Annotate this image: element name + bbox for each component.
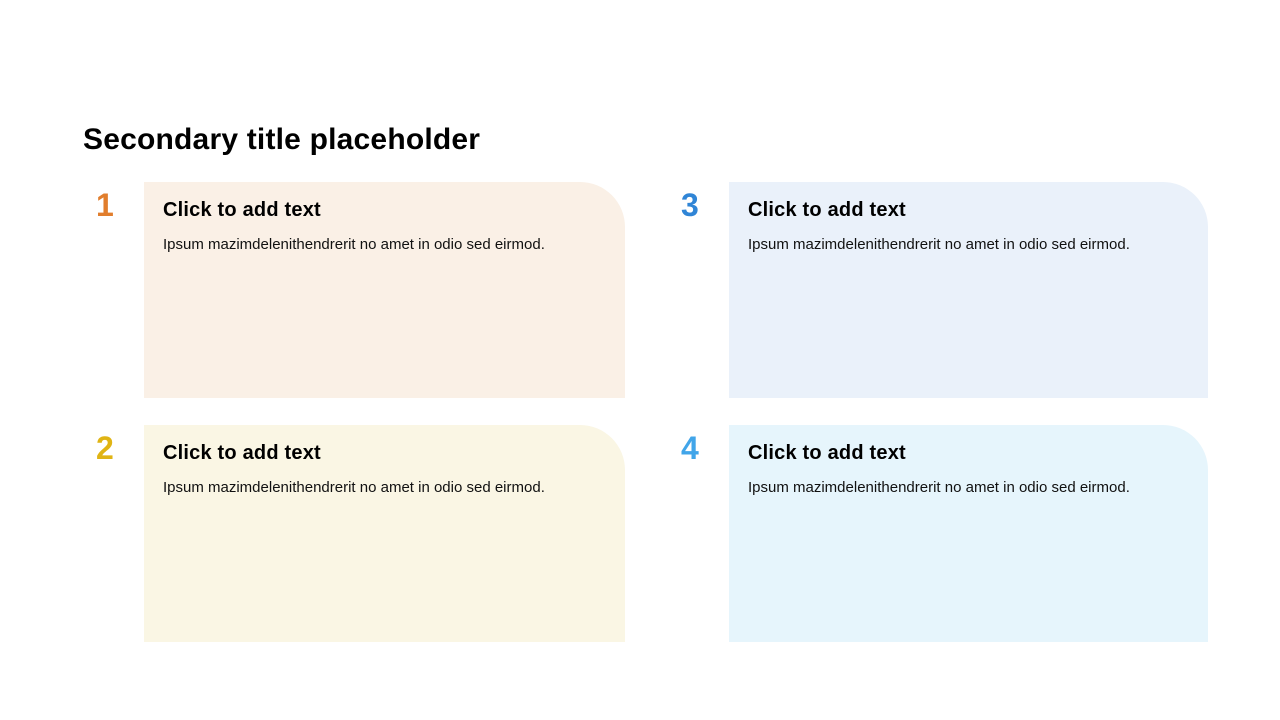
card-1[interactable] — [144, 182, 625, 398]
slide-title[interactable]: Secondary title placeholder — [83, 123, 481, 156]
card-cell-3 — [681, 182, 1208, 398]
card-heading-placeholder[interactable]: Click to add text — [163, 442, 321, 464]
cards-grid — [96, 182, 1208, 642]
card-2[interactable] — [144, 425, 625, 642]
card-cell-2 — [96, 425, 625, 642]
card-3[interactable] — [729, 182, 1208, 398]
card-body-placeholder[interactable]: Ipsum mazimdelenithendrerit no amet in odio sed eirmod. — [748, 479, 1130, 496]
card-body-placeholder[interactable]: Ipsum mazimdelenithendrerit no amet in odio sed eirmod. — [163, 479, 545, 496]
card-number-3: 3 — [681, 187, 699, 223]
card-4[interactable] — [729, 425, 1208, 642]
card-number-1: 1 — [96, 187, 114, 223]
card-cell-1 — [96, 182, 625, 398]
card-heading-placeholder[interactable]: Click to add text — [163, 199, 321, 221]
card-body-placeholder[interactable]: Ipsum mazimdelenithendrerit no amet in odio sed eirmod. — [748, 236, 1130, 253]
card-cell-4 — [681, 425, 1208, 642]
card-body-placeholder[interactable]: Ipsum mazimdelenithendrerit no amet in odio sed eirmod. — [163, 236, 545, 253]
card-number-4: 4 — [681, 430, 699, 466]
card-heading-placeholder[interactable]: Click to add text — [748, 199, 906, 221]
card-number-2: 2 — [96, 430, 114, 466]
card-heading-placeholder[interactable]: Click to add text — [748, 442, 906, 464]
